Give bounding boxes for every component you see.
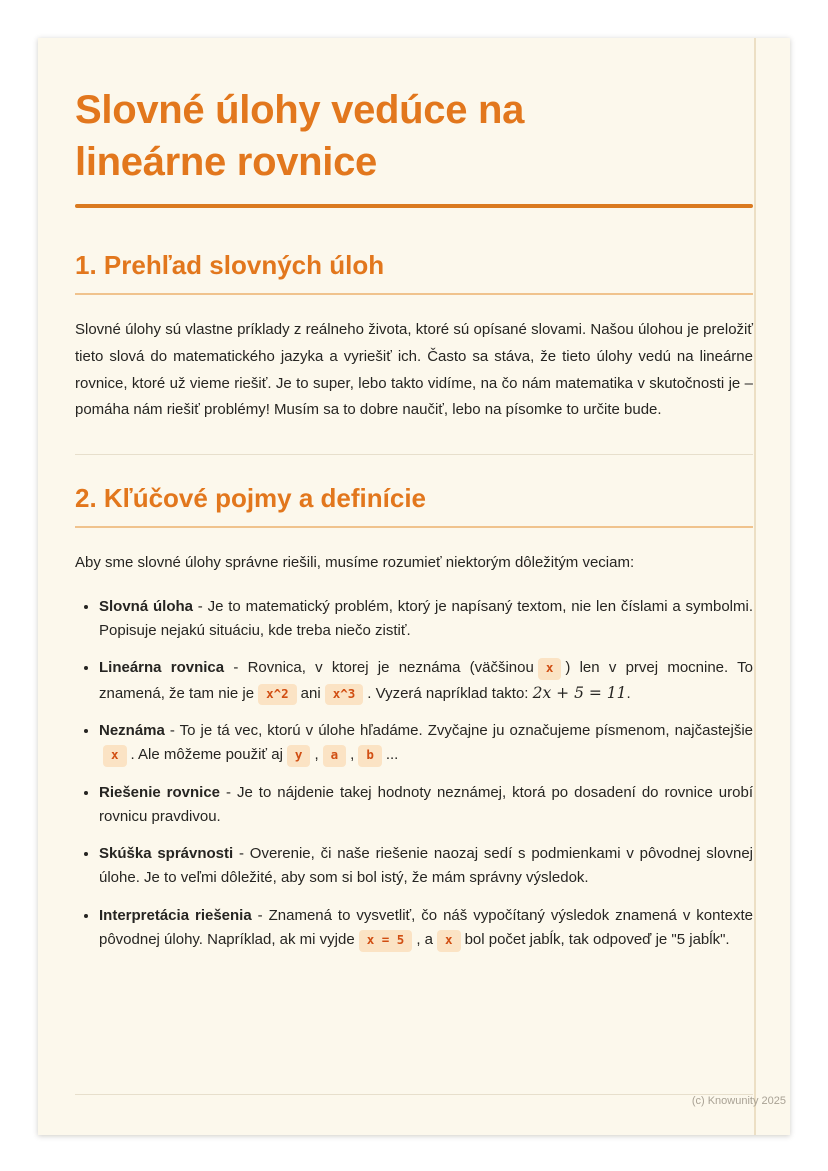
inline-code-chip: y <box>287 745 311 767</box>
copyright-notice: (c) Knowunity 2025 <box>691 1095 786 1107</box>
text-segment: ... <box>385 746 399 764</box>
definition-term: Skúška správnosti <box>99 845 234 863</box>
definition-text <box>99 722 753 763</box>
definition-term: Neznáma <box>99 722 165 739</box>
text-segment: ) len v prvej mocnine. To znamená, že tam nie je <box>99 659 753 702</box>
page-margin-line <box>754 38 756 1135</box>
text-segment: bol počet jabĺk, tak odpoveď je "5 jabĺk". <box>464 931 730 949</box>
section-2-intro: Aby sme slovné úlohy správne riešili, musíme rozumieť niektorým dôležitým veciam: <box>75 554 635 572</box>
text-segment: . Vyzerá napríklad takto: <box>367 684 533 702</box>
inline-code-chip: x <box>103 745 127 767</box>
definition-item <box>99 719 753 768</box>
inline-code-chip: x^3 <box>325 684 364 706</box>
section-1-heading: 1. Prehľad slovných úloh <box>75 250 753 295</box>
document-sheet <box>38 38 790 1135</box>
definition-term: Riešenie rovnice <box>99 783 221 801</box>
definition-item <box>99 842 753 891</box>
inline-math: 2x + 5 = 11 <box>532 683 627 702</box>
definition-item <box>99 904 753 953</box>
definition-term: Slovná úloha <box>99 597 193 615</box>
title-underline-rule <box>75 204 753 208</box>
section-divider <box>75 454 753 455</box>
text-segment: , a <box>416 931 434 949</box>
definition-item <box>99 781 753 830</box>
page-title: Slovné úlohy vedúce na lineárne rovnice <box>75 88 525 184</box>
text-segment: , <box>350 746 355 764</box>
text-segment: - Je to matematický problém, ktorý je napísaný textom, nie len číslami a symbolmi. Popisuje nejakú situáciu, kde treba niečo zistiť. <box>99 597 753 640</box>
definition-item <box>99 656 753 706</box>
inline-code-chip: a <box>323 745 347 767</box>
text-segment: - Je to nájdenie takej hodnoty neznámej, ktorá po dosadení do rovnice urobí rovnicu pravdivou. <box>99 783 753 825</box>
inline-code-chip: x <box>538 658 562 680</box>
text-segment: ani <box>300 684 321 702</box>
text-segment: . <box>626 684 631 702</box>
section-definitions <box>75 483 753 952</box>
text-segment: , <box>314 746 319 764</box>
text-segment: - Znamená to vysvetliť, čo náš vypočítaný výsledok znamená v kontexte pôvodnej úlohy. Napríklad, ak mi vyjde <box>99 906 753 949</box>
definition-text <box>99 598 753 639</box>
definition-term: Lineárna rovnica <box>99 659 225 677</box>
text-segment: - Rovnica, v ktorej je neznáma (väčšinou <box>224 659 534 677</box>
footer-divider <box>75 1094 753 1095</box>
definition-term: Interpretácia riešenia <box>99 906 252 924</box>
inline-code-chip: b <box>358 745 382 767</box>
text-segment: - To je tá vec, ktorú v úlohe hľadáme. Zvyčajne ju označujeme písmenom, najčastejšie <box>164 722 753 739</box>
text-segment: . Ale môžeme použiť aj <box>130 746 283 764</box>
inline-code-chip: x = 5 <box>359 930 413 952</box>
inline-code-chip: x <box>437 930 461 952</box>
text-segment: - Overenie, či naše riešenie naozaj sedí s podmienkami v pôvodnej slovnej úlohe. Je to veľmi dôležité, aby som si bol istý, že mám správny výsledok. <box>99 845 753 887</box>
section-1-paragraph: Slovné úlohy sú vlastne príklady z reálneho života, ktoré sú opísané slovami. Našou úlohou je preložiť tieto slová do matematického jazyka a vyriešiť ich. Často sa stáva, že tieto úlohy vedú na lineárne rovnice, ktoré už vieme riešiť. Je to super, lebo takto vidíme, na čo nám matematika v skutočnosti je – pomáha nám riešiť problémy! Musím sa to dobre naučiť, lebo na písomke to určite bude. <box>75 321 753 419</box>
section-2-heading: 2. Kľúčové pojmy a definície <box>75 483 753 528</box>
section-overview <box>75 250 753 424</box>
definitions-list <box>75 595 753 953</box>
definition-item <box>99 595 753 644</box>
inline-code-chip: x^2 <box>258 684 297 706</box>
